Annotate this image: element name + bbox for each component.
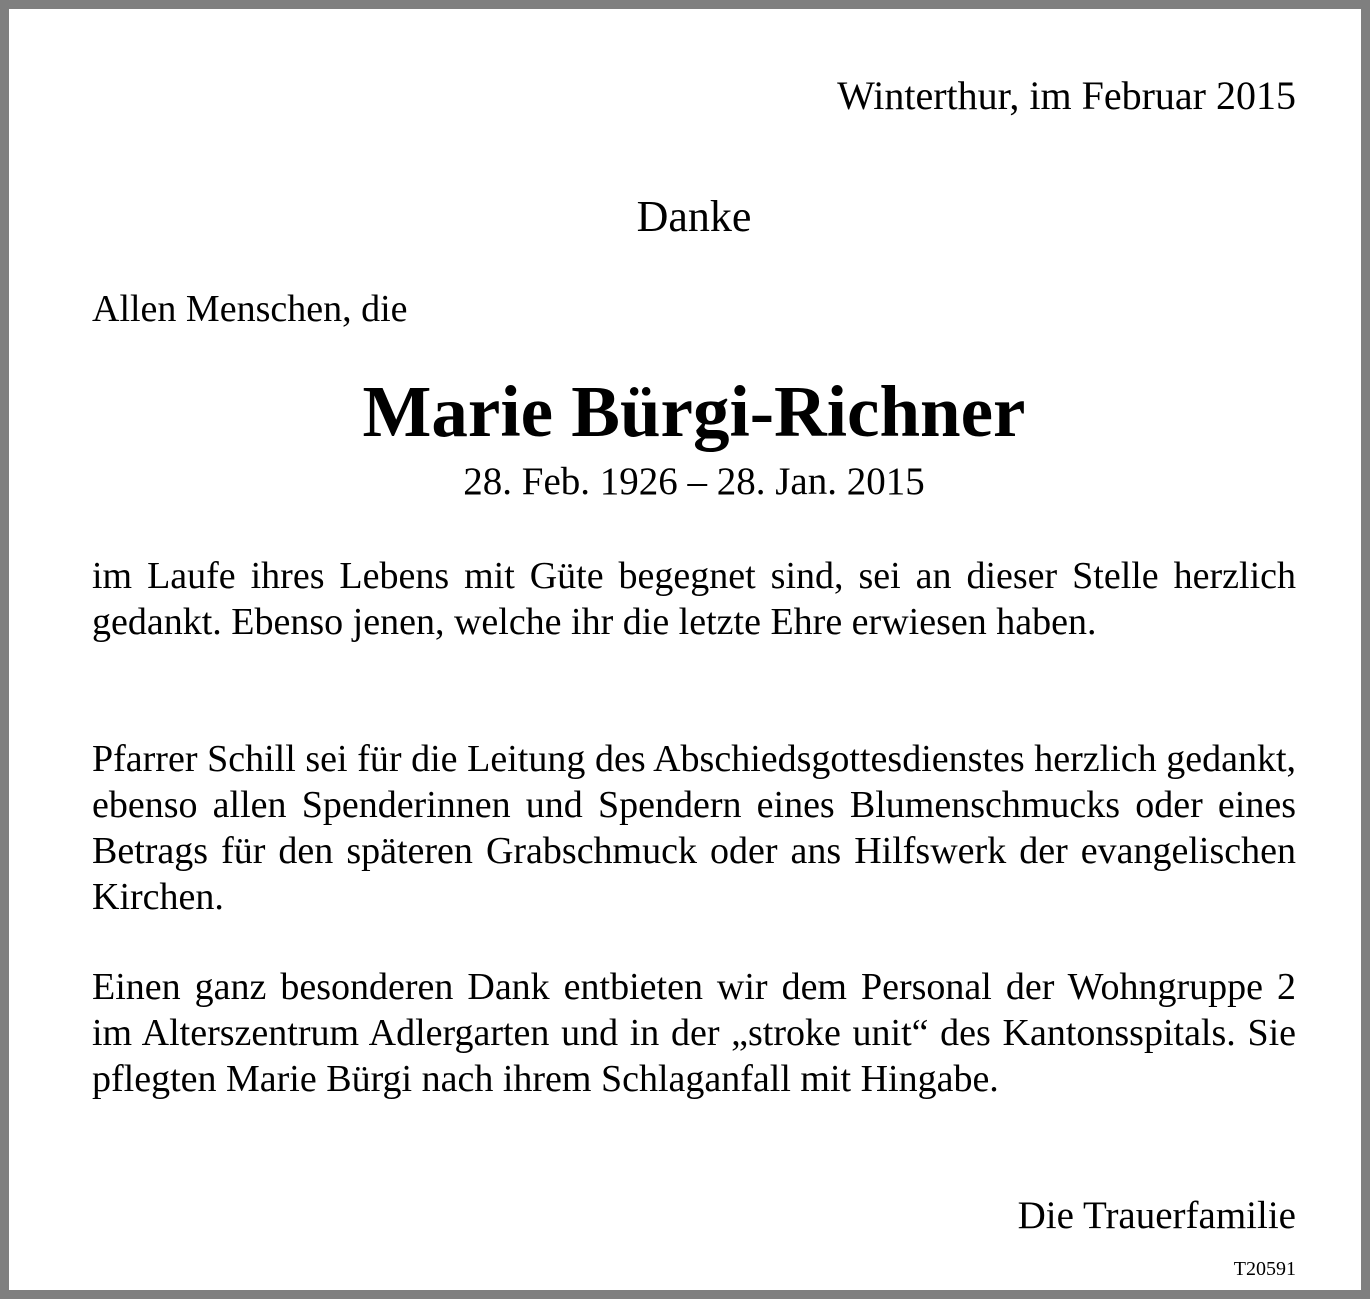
life-dates: 28. Feb. 1926 – 28. Jan. 2015 bbox=[463, 460, 925, 503]
place-date: Winterthur, im Februar 2015 bbox=[837, 73, 1296, 118]
paragraph-care-staff: Einen ganz besonderen Dank entbieten wir dem Personal der Wohngruppe 2 im Alterszentrum Adlergarten und in der „stroke unit“ des Kantonsspitals. Sie pflegten Marie Bürgi nach ihrem Schlaganfall mit Hingabe. bbox=[92, 966, 1296, 1100]
deceased-name: Marie Bürgi-Richner bbox=[362, 371, 1026, 452]
signature: Die Trauerfamilie bbox=[1017, 1194, 1296, 1237]
paragraph-pastor: Pfarrer Schill sei für die Leitung des Abschiedsgottesdienstes herzlich gedankt, ebenso allen Spenderinnen und Spendern eines Blumenschmucks oder eines Betrags für den späteren Grabschmuck oder ans Hilfswerk der evangelischen Kirchen. bbox=[92, 738, 1296, 918]
intro-line: Allen Menschen, die bbox=[92, 288, 408, 330]
reference-code: T20591 bbox=[1233, 1258, 1296, 1280]
notice-heading: Danke bbox=[636, 192, 752, 241]
paragraph-thanks: im Laufe ihres Lebens mit Güte begegnet sind, sei an dieser Stelle herzlich gedankt. Ebenso jenen, welche ihr die letzte Ehre erwiesen haben. bbox=[92, 555, 1296, 643]
